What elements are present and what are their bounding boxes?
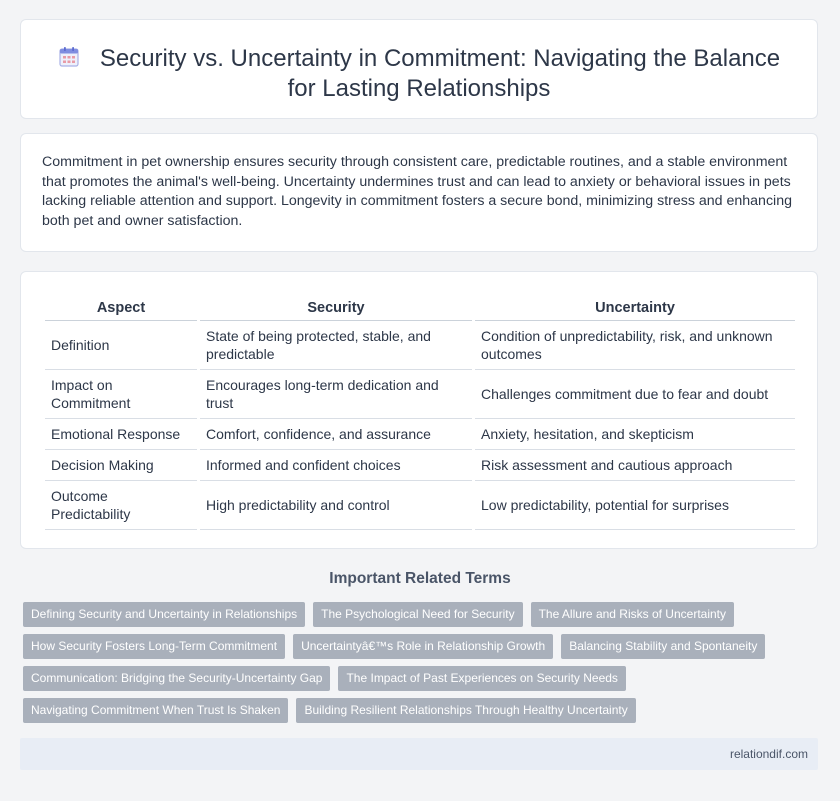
cell-uncertainty: Risk assessment and cautious approach — [475, 450, 795, 481]
comparison-card — [20, 271, 818, 549]
related-terms-list — [23, 602, 813, 730]
cell-uncertainty: Anxiety, hesitation, and skepticism — [475, 419, 795, 450]
calendar-icon — [58, 46, 80, 68]
tag-row — [23, 634, 813, 659]
footer — [20, 738, 818, 770]
cell-uncertainty: Condition of unpredictability, risk, and unknown outcomes — [475, 321, 795, 370]
cell-security: Comfort, confidence, and assurance — [200, 419, 472, 450]
cell-security: State of being protected, stable, and predictable — [200, 321, 472, 370]
cell-security: High predictability and control — [200, 481, 472, 530]
related-term-tag[interactable]: The Psychological Need for Security — [313, 602, 522, 627]
related-term-tag[interactable]: The Allure and Risks of Uncertainty — [531, 602, 734, 627]
related-term-tag[interactable]: Communication: Bridging the Security-Uncertainty Gap — [23, 666, 330, 691]
tag-row — [23, 666, 813, 691]
related-term-tag[interactable]: The Impact of Past Experiences on Security Needs — [338, 666, 625, 691]
related-term-tag[interactable]: Building Resilient Relationships Through Healthy Uncertainty — [296, 698, 635, 723]
title-line-1: Security vs. Uncertainty in Commitment: Navigating the Balance — [99, 45, 781, 72]
intro-card — [20, 133, 818, 252]
related-term-tag[interactable]: Defining Security and Uncertainty in Relationships — [23, 602, 305, 627]
header-card — [20, 19, 818, 119]
header-aspect: Aspect — [45, 295, 197, 321]
related-term-tag[interactable]: Balancing Stability and Spontaneity — [561, 634, 765, 659]
cell-aspect: Definition — [45, 321, 197, 370]
table-header-row — [45, 295, 795, 321]
page-title — [21, 44, 817, 104]
title-line-2: for Lasting Relationships — [287, 75, 551, 102]
table-row — [45, 419, 795, 450]
table-row — [45, 370, 795, 419]
related-term-tag[interactable]: How Security Fosters Long-Term Commitment — [23, 634, 285, 659]
header-uncertainty: Uncertainty — [475, 295, 795, 321]
cell-uncertainty: Challenges commitment due to fear and doubt — [475, 370, 795, 419]
comparison-table — [42, 295, 798, 530]
table-row — [45, 450, 795, 481]
related-term-tag[interactable]: Uncertaintyâ€™s Role in Relationship Growth — [293, 634, 553, 659]
cell-aspect: Emotional Response — [45, 419, 197, 450]
page-header — [21, 44, 817, 104]
table-row — [45, 321, 795, 370]
cell-aspect: Impact on Commitment — [45, 370, 197, 419]
footer-site-link[interactable]: relationdif.com — [729, 747, 808, 761]
cell-security: Encourages long-term dedication and trust — [200, 370, 472, 419]
tag-row — [23, 602, 813, 627]
header-security: Security — [200, 295, 472, 321]
tag-row — [23, 698, 813, 723]
table-row — [45, 481, 795, 530]
intro-paragraph: Commitment in pet ownership ensures security through consistent care, predictable routines, and a stable environment that promotes the animal's well-being. Uncertainty undermines trust and can lead to anxiety or behavioral issues in pets lacking reliable attention and support. Longevity in commitment fosters a secure bond, minimizing stress and enhancing both pet and owner satisfaction. — [42, 154, 792, 229]
related-term-tag[interactable]: Navigating Commitment When Trust Is Shaken — [23, 698, 288, 723]
cell-uncertainty: Low predictability, potential for surprises — [475, 481, 795, 530]
cell-aspect: Decision Making — [45, 450, 197, 481]
cell-aspect: Outcome Predictability — [45, 481, 197, 530]
cell-security: Informed and confident choices — [200, 450, 472, 481]
related-terms-title: Important Related Terms — [329, 570, 511, 587]
